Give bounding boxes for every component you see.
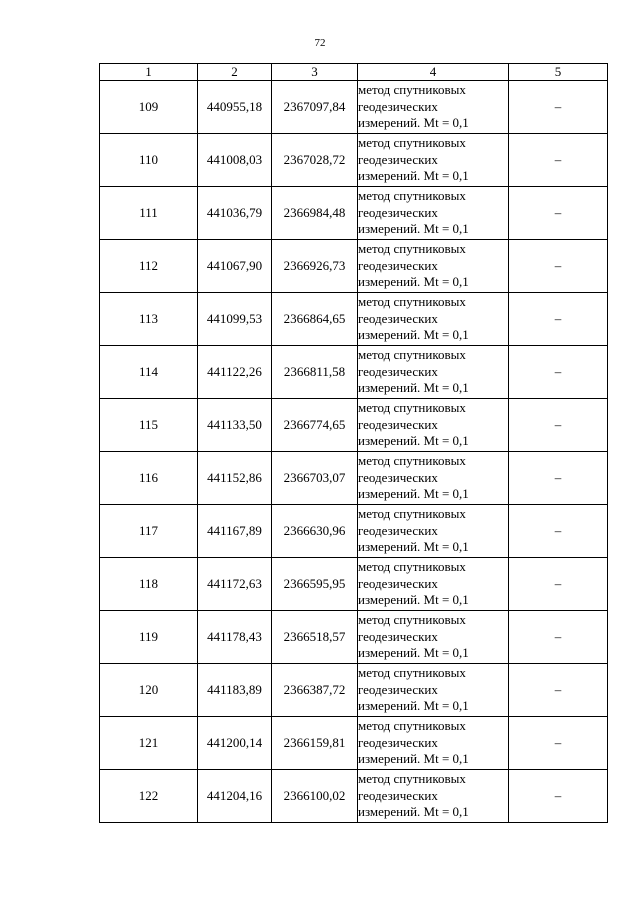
- table-row: [100, 452, 608, 505]
- table-row: [100, 558, 608, 611]
- coordinate-x-cell: 441152,86: [198, 452, 272, 505]
- coordinate-y-cell: 2366518,57: [272, 611, 358, 664]
- header-col-3: 3: [272, 64, 358, 81]
- coordinate-x-cell: 440955,18: [198, 81, 272, 134]
- point-number-cell: 117: [100, 505, 198, 558]
- coordinate-y-cell: 2366159,81: [272, 717, 358, 770]
- coordinate-y-cell: 2366774,65: [272, 399, 358, 452]
- point-number-cell: 110: [100, 134, 198, 187]
- point-number-cell: 112: [100, 240, 198, 293]
- point-number-cell: 114: [100, 346, 198, 399]
- coordinate-y-cell: 2367028,72: [272, 134, 358, 187]
- method-cell: метод спутниковых геодезических измерений. Mt = 0,1: [358, 134, 509, 187]
- coordinate-x-cell: 441172,63: [198, 558, 272, 611]
- point-number-cell: 119: [100, 611, 198, 664]
- point-number-cell: 120: [100, 664, 198, 717]
- point-number-cell: 121: [100, 717, 198, 770]
- coordinates-table: [99, 63, 608, 823]
- coordinate-x-cell: 441204,16: [198, 770, 272, 823]
- table-row: [100, 293, 608, 346]
- note-cell: –: [509, 611, 608, 664]
- table-row: [100, 187, 608, 240]
- coordinate-x-cell: 441200,14: [198, 717, 272, 770]
- point-number-cell: 113: [100, 293, 198, 346]
- note-cell: –: [509, 187, 608, 240]
- table-row: [100, 611, 608, 664]
- note-cell: –: [509, 293, 608, 346]
- coordinate-y-cell: 2366984,48: [272, 187, 358, 240]
- method-cell: метод спутниковых геодезических измерений. Mt = 0,1: [358, 452, 509, 505]
- method-cell: метод спутниковых геодезических измерений. Mt = 0,1: [358, 187, 509, 240]
- header-col-2: 2: [198, 64, 272, 81]
- method-cell: метод спутниковых геодезических измерений. Mt = 0,1: [358, 558, 509, 611]
- note-cell: –: [509, 240, 608, 293]
- note-cell: –: [509, 346, 608, 399]
- table-row: [100, 505, 608, 558]
- table-row: [100, 346, 608, 399]
- note-cell: –: [509, 505, 608, 558]
- table-row: [100, 399, 608, 452]
- method-cell: метод спутниковых геодезических измерений. Mt = 0,1: [358, 240, 509, 293]
- method-cell: метод спутниковых геодезических измерений. Mt = 0,1: [358, 611, 509, 664]
- note-cell: –: [509, 134, 608, 187]
- coordinate-y-cell: 2366630,96: [272, 505, 358, 558]
- method-cell: метод спутниковых геодезических измерений. Mt = 0,1: [358, 717, 509, 770]
- point-number-cell: 118: [100, 558, 198, 611]
- coordinate-y-cell: 2366703,07: [272, 452, 358, 505]
- table-row: [100, 770, 608, 823]
- point-number-cell: 116: [100, 452, 198, 505]
- table-row: [100, 134, 608, 187]
- coordinate-x-cell: 441099,53: [198, 293, 272, 346]
- point-number-cell: 115: [100, 399, 198, 452]
- coordinate-x-cell: 441008,03: [198, 134, 272, 187]
- method-cell: метод спутниковых геодезических измерений. Mt = 0,1: [358, 346, 509, 399]
- page-number: 72: [314, 37, 326, 49]
- coordinate-y-cell: 2366926,73: [272, 240, 358, 293]
- coordinate-y-cell: 2367097,84: [272, 81, 358, 134]
- coordinate-y-cell: 2366864,65: [272, 293, 358, 346]
- table-row: [100, 664, 608, 717]
- method-cell: метод спутниковых геодезических измерений. Mt = 0,1: [358, 293, 509, 346]
- point-number-cell: 122: [100, 770, 198, 823]
- coordinate-x-cell: 441183,89: [198, 664, 272, 717]
- table-row: [100, 240, 608, 293]
- coordinate-y-cell: 2366387,72: [272, 664, 358, 717]
- header-col-5: 5: [509, 64, 608, 81]
- header-col-4: 4: [358, 64, 509, 81]
- point-number-cell: 111: [100, 187, 198, 240]
- method-cell: метод спутниковых геодезических измерений. Mt = 0,1: [358, 81, 509, 134]
- coordinate-x-cell: 441122,26: [198, 346, 272, 399]
- method-cell: метод спутниковых геодезических измерений. Mt = 0,1: [358, 664, 509, 717]
- method-cell: метод спутниковых геодезических измерений. Mt = 0,1: [358, 399, 509, 452]
- coordinate-y-cell: 2366100,02: [272, 770, 358, 823]
- note-cell: –: [509, 399, 608, 452]
- method-cell: метод спутниковых геодезических измерений. Mt = 0,1: [358, 505, 509, 558]
- note-cell: –: [509, 664, 608, 717]
- coordinate-x-cell: 441133,50: [198, 399, 272, 452]
- table-header-row: [100, 64, 608, 81]
- coordinate-y-cell: 2366595,95: [272, 558, 358, 611]
- coordinate-x-cell: 441178,43: [198, 611, 272, 664]
- note-cell: –: [509, 452, 608, 505]
- table-body: [100, 81, 608, 823]
- note-cell: –: [509, 770, 608, 823]
- coordinate-x-cell: 441167,89: [198, 505, 272, 558]
- header-col-1: 1: [100, 64, 198, 81]
- note-cell: –: [509, 558, 608, 611]
- coordinate-y-cell: 2366811,58: [272, 346, 358, 399]
- note-cell: –: [509, 81, 608, 134]
- coordinate-x-cell: 441036,79: [198, 187, 272, 240]
- table-row: [100, 81, 608, 134]
- table-row: [100, 717, 608, 770]
- point-number-cell: 109: [100, 81, 198, 134]
- method-cell: метод спутниковых геодезических измерений. Mt = 0,1: [358, 770, 509, 823]
- note-cell: –: [509, 717, 608, 770]
- coordinate-x-cell: 441067,90: [198, 240, 272, 293]
